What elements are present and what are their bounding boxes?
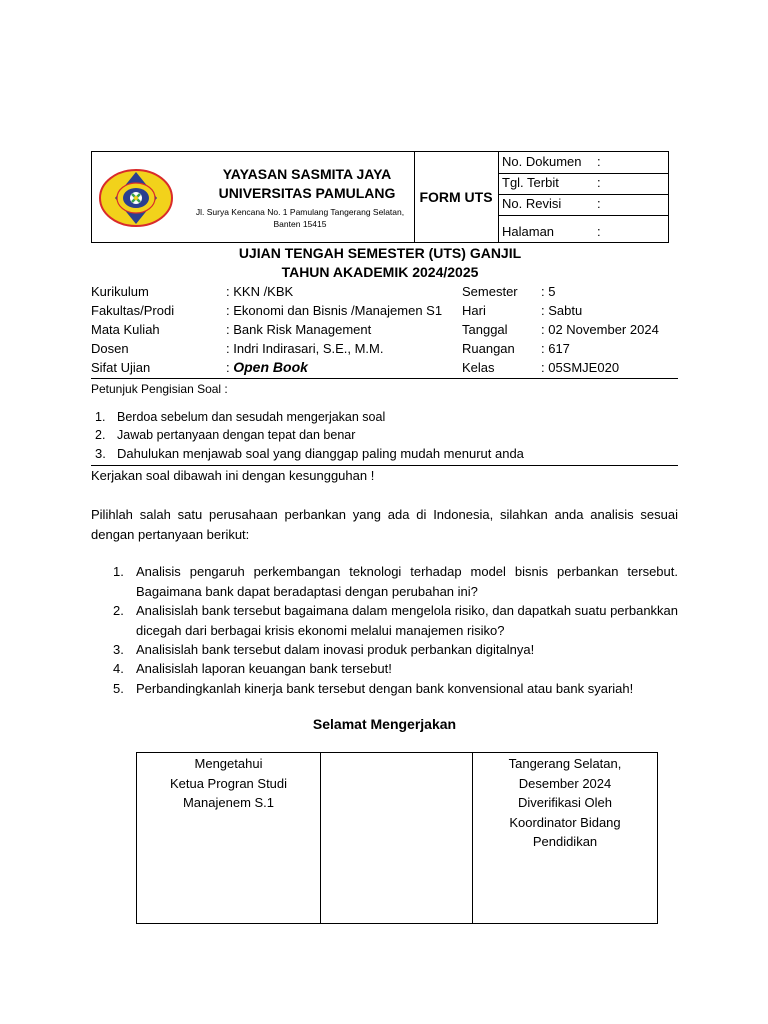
signature-table: [136, 752, 658, 924]
list-item-number: 2.: [95, 428, 106, 442]
info-label: Kelas: [462, 360, 495, 375]
list-item: Dahulukan menjawab soal yang dianggap paling mudah menurut anda: [117, 446, 524, 461]
list-item: Berdoa sebelum dan sesudah mengerjakan soal: [117, 410, 386, 424]
doc-field-row: [499, 152, 669, 174]
info-value: : Sabtu: [541, 303, 583, 318]
university-name: UNIVERSITAS PAMULANG: [218, 185, 396, 201]
doc-field-label: Halaman: [502, 224, 555, 239]
info-label: Hari: [462, 303, 486, 318]
info-label: Tanggal: [462, 322, 508, 337]
info-label: Ruangan: [462, 341, 515, 356]
doc-field-row: [499, 173, 669, 195]
signature-line: Koordinator Bidang: [509, 814, 621, 830]
doc-field-label: Tgl. Terbit: [502, 175, 559, 190]
info-value: : 5: [541, 284, 556, 299]
info-value: [226, 358, 308, 377]
list-item: Jawab pertanyaan dengan tepat dan benar: [117, 428, 356, 442]
list-item-number: 1.: [95, 410, 106, 424]
header-table: [91, 151, 669, 243]
info-value: : 02 November 2024: [541, 322, 659, 337]
signature-line: Tangerang Selatan,: [508, 756, 622, 771]
info-label: Sifat Ujian: [91, 360, 151, 375]
info-label: Dosen: [91, 341, 129, 356]
info-value: : KKN /KBK: [226, 284, 294, 299]
info-label: Fakultas/Prodi: [91, 303, 175, 318]
intro-text: Kerjakan soal dibawah ini dengan kesungguhan !: [91, 468, 375, 483]
question-text: Analisis pengaruh perkembangan teknologi terhadap model bisnis perbankan tersebut. Bagaimana bank dapat beradaptasi dengan perubahan ini?: [136, 564, 678, 599]
instructions-heading: Petunjuk Pengisian Soal :: [91, 382, 228, 396]
exam-type-value: Open Book: [233, 359, 308, 375]
info-label: Semester: [462, 284, 518, 299]
info-value: : Bank Risk Management: [226, 322, 372, 337]
signature-left-cell: [137, 753, 321, 923]
form-label: FORM UTS: [419, 189, 493, 205]
signature-line: Ketua Progran Studi: [169, 775, 288, 791]
question-text: Analisislah bank tersebut dalam inovasi produk perbankan digitalnya!: [136, 642, 535, 657]
doc-field-row: [499, 194, 669, 216]
doc-field-label: No. Revisi: [502, 196, 562, 211]
list-item-number: 3.: [95, 446, 106, 461]
exam-title-line-1: UJIAN TENGAH SEMESTER (UTS) GANJIL: [238, 245, 522, 261]
prompt-text: Pilihlah salah satu perusahaan perbankan yang ada di Indonesia, silahkan anda analisis sesuai dengan pertanyaan berikut:: [91, 507, 678, 542]
info-value: : Ekonomi dan Bisnis /Manajemen S1: [226, 303, 443, 318]
info-value-prefix: :: [226, 360, 234, 375]
doc-field-value: :: [597, 154, 601, 169]
header-doc-cell: [499, 152, 669, 242]
divider: [91, 378, 678, 379]
doc-field-label: No. Dokumen: [502, 154, 582, 169]
question-number: 4.: [113, 661, 124, 676]
doc-field-value: :: [597, 196, 601, 211]
question-number: 5.: [113, 681, 124, 696]
signature-middle-cell: [321, 753, 473, 923]
info-label: Mata Kuliah: [91, 322, 160, 337]
closing-text: Selamat Mengerjakan: [312, 716, 457, 732]
doc-field-value: :: [597, 175, 601, 190]
info-value: : 617: [541, 341, 570, 356]
university-logo-icon: [99, 169, 173, 227]
question-number: 2.: [113, 603, 124, 618]
signature-line: Manajenem S.1: [182, 795, 275, 810]
info-value: : 05SMJE020: [541, 360, 620, 375]
doc-field-value: :: [597, 224, 601, 239]
signature-right-cell: [473, 753, 657, 923]
question-number: 3.: [113, 642, 124, 657]
question-text: Analisislah bank tersebut bagaimana dalam mengelola risiko, dan dapatkah suatu perbankkan dicegah dari berbagai krisis ekonomi melalui manajemen risiko?: [136, 603, 679, 638]
question-text: Perbandingkanlah kinerja bank tersebut dengan bank konvensional atau bank syariah!: [136, 681, 634, 696]
signature-line: Diverifikasi Oleh: [518, 795, 612, 810]
address-line-2: Banten 15415: [273, 219, 327, 229]
header-form-cell: [414, 152, 499, 242]
address-line-1: Jl. Surya Kencana No. 1 Pamulang Tangerang Selatan,: [195, 207, 405, 217]
doc-field-row: [499, 216, 669, 242]
exam-title-line-2: TAHUN AKADEMIK 2024/2025: [281, 264, 479, 280]
question-number: 1.: [113, 564, 124, 579]
header-institution-cell: [92, 152, 415, 242]
question-text: Analisislah laporan keuangan bank tersebut!: [136, 661, 392, 676]
info-label: Kurikulum: [91, 284, 149, 299]
signature-line: Desember 2024: [518, 775, 612, 791]
info-value: : Indri Indirasari, S.E., M.M.: [226, 341, 384, 356]
signature-line: Pendidikan: [532, 834, 598, 849]
org-name: YAYASAN SASMITA JAYA: [222, 166, 392, 182]
signature-line: Mengetahui: [194, 756, 263, 771]
